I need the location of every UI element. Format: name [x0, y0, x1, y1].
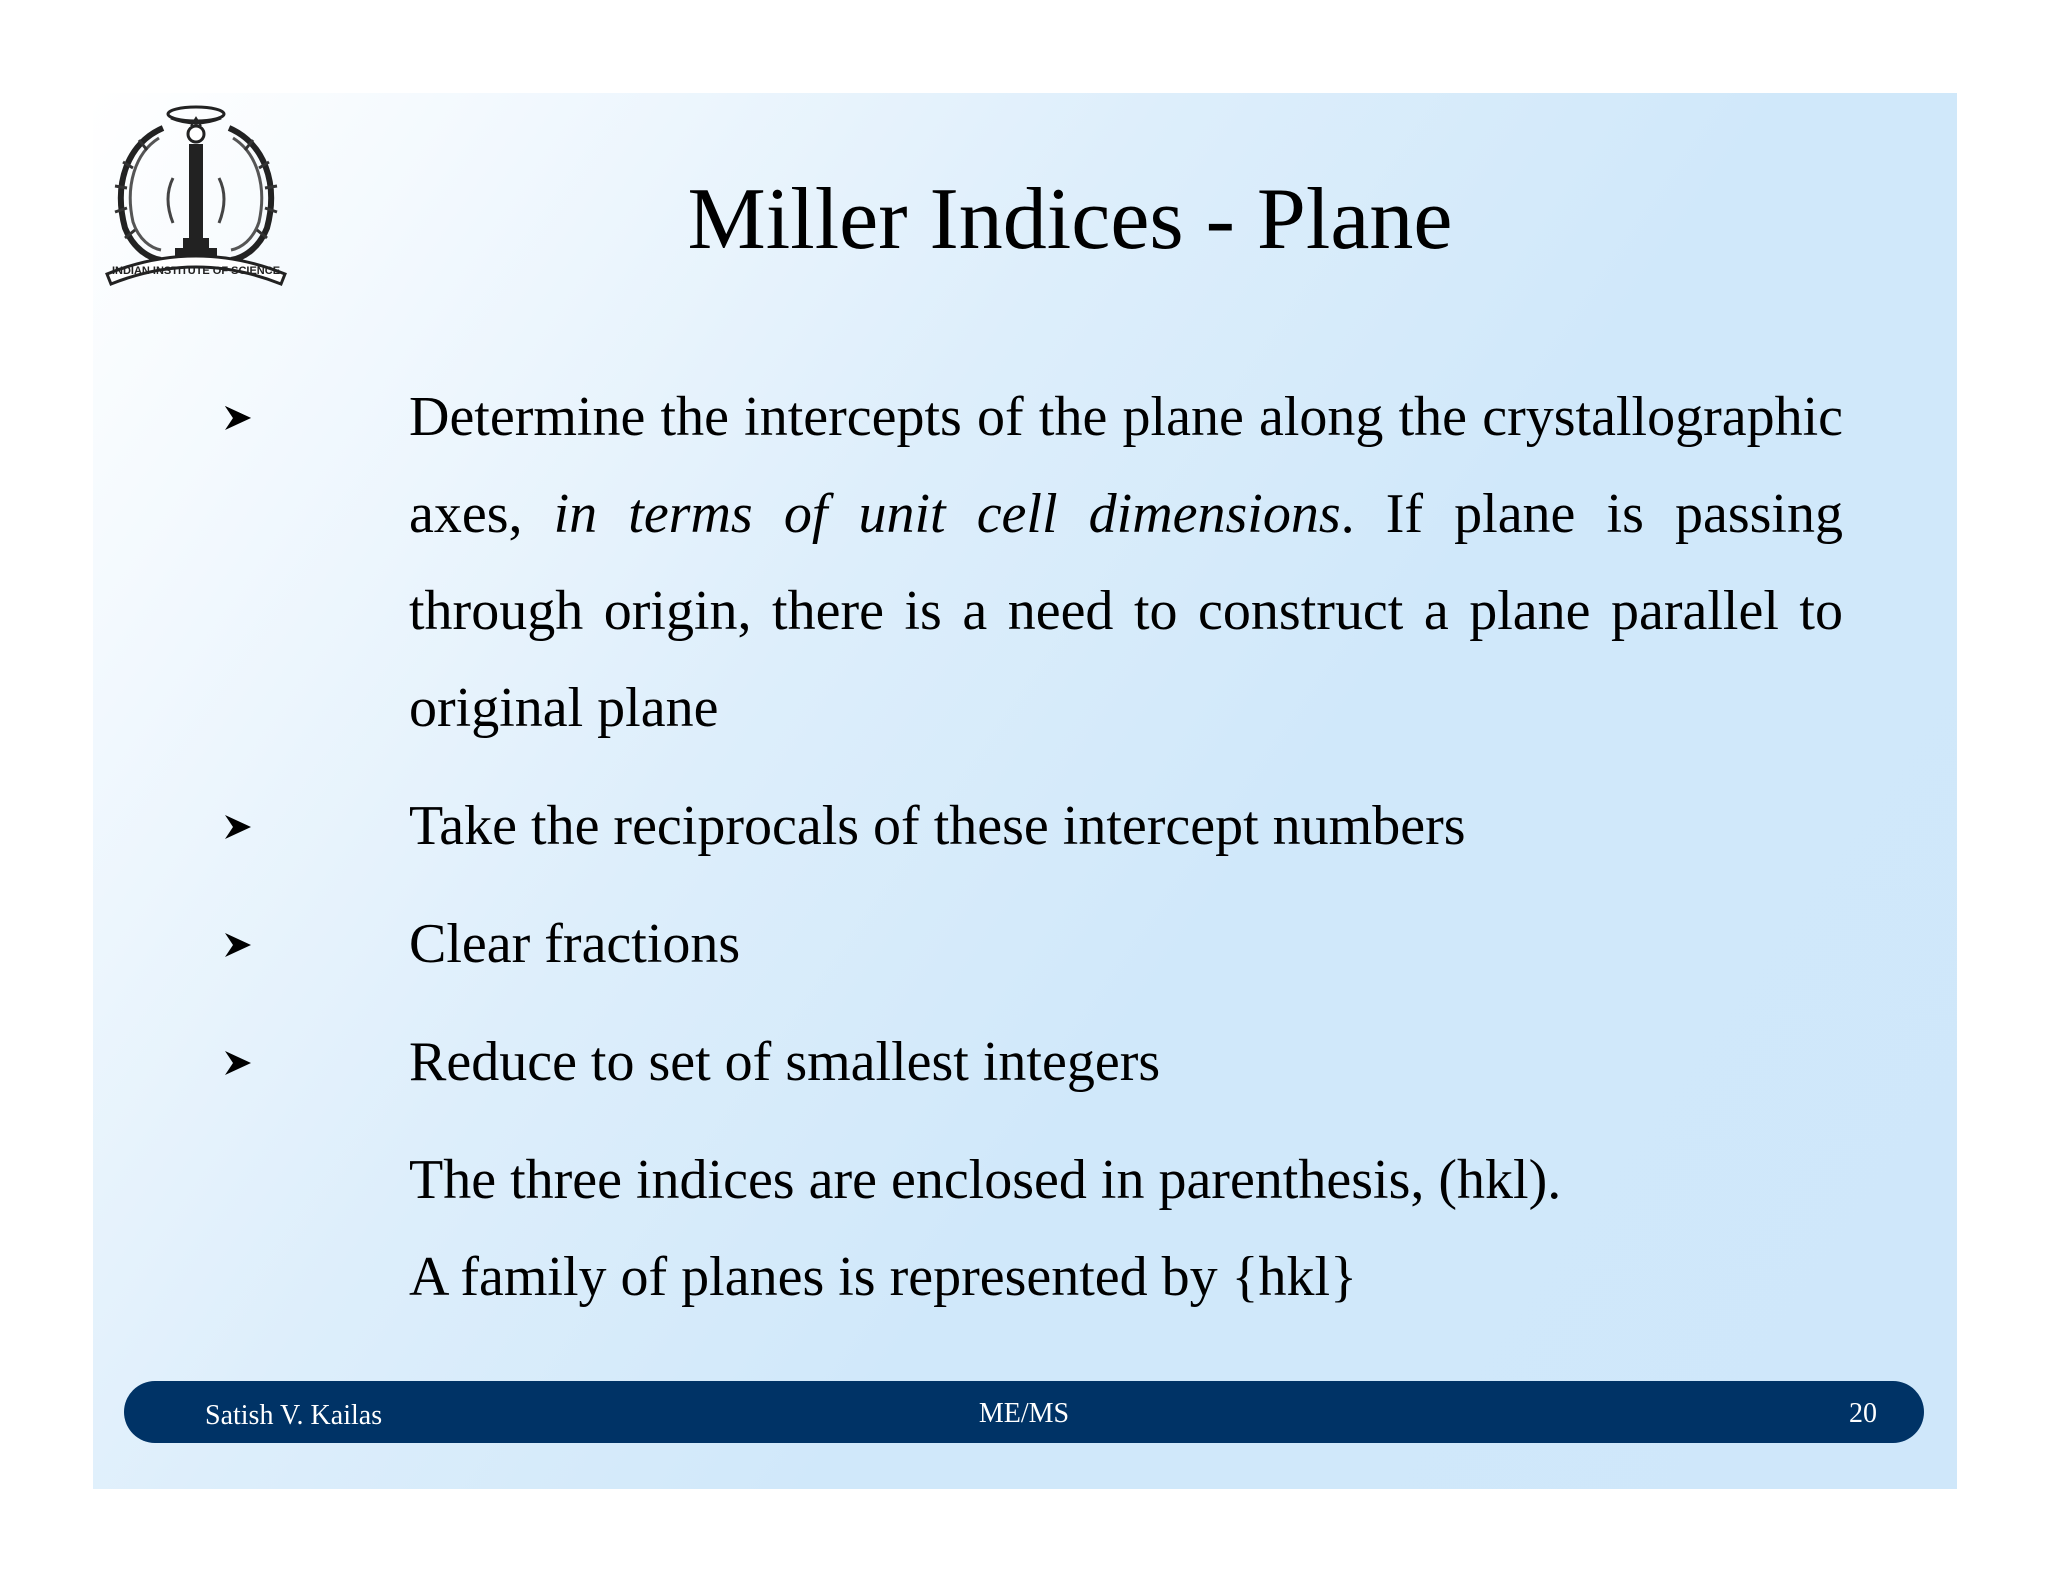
arrowhead-bullet-icon — [223, 896, 259, 993]
bullet-item — [223, 1014, 1843, 1111]
arrowhead-bullet-icon — [223, 778, 259, 875]
bullet-text: Reduce to set of smallest integers — [409, 1031, 1161, 1093]
slide — [93, 93, 1957, 1489]
svg-text:INDIAN INSTITUTE OF SCIENCE: INDIAN INSTITUTE OF SCIENCE — [111, 265, 281, 277]
footer-course: ME/MS — [978, 1398, 1070, 1429]
slide-title: Miller Indices - Plane — [687, 171, 1453, 268]
bullet-item — [223, 896, 1843, 993]
bullet-text: Clear fractions — [409, 913, 741, 975]
note-text: A family of planes is represented by {hkl} — [409, 1246, 1357, 1308]
footer-author: Satish V. Kailas — [205, 1400, 383, 1431]
arrowhead-bullet-icon — [223, 369, 259, 466]
bullet-text: Take the reciprocals of these intercept numbers — [409, 795, 1466, 857]
footer-bar — [124, 1381, 1924, 1443]
bullet-item — [223, 369, 1843, 757]
bullet-italic-text: in terms of unit cell dimensions — [553, 483, 1341, 545]
slide-body — [223, 369, 1843, 1326]
bullet-item — [223, 778, 1843, 875]
bullet-text: Determine the intercepts of the plane along the crystallographic axes, in terms of unit cell dimensions. If plane is passing through origin, there is a need to construct a plane parallel to original plane — [409, 386, 1843, 739]
note-text: The three indices are enclosed in parenthesis, (hkl). — [409, 1149, 1562, 1211]
arrowhead-bullet-icon — [223, 1014, 259, 1111]
footer-page-number: 20 — [1849, 1398, 1877, 1429]
